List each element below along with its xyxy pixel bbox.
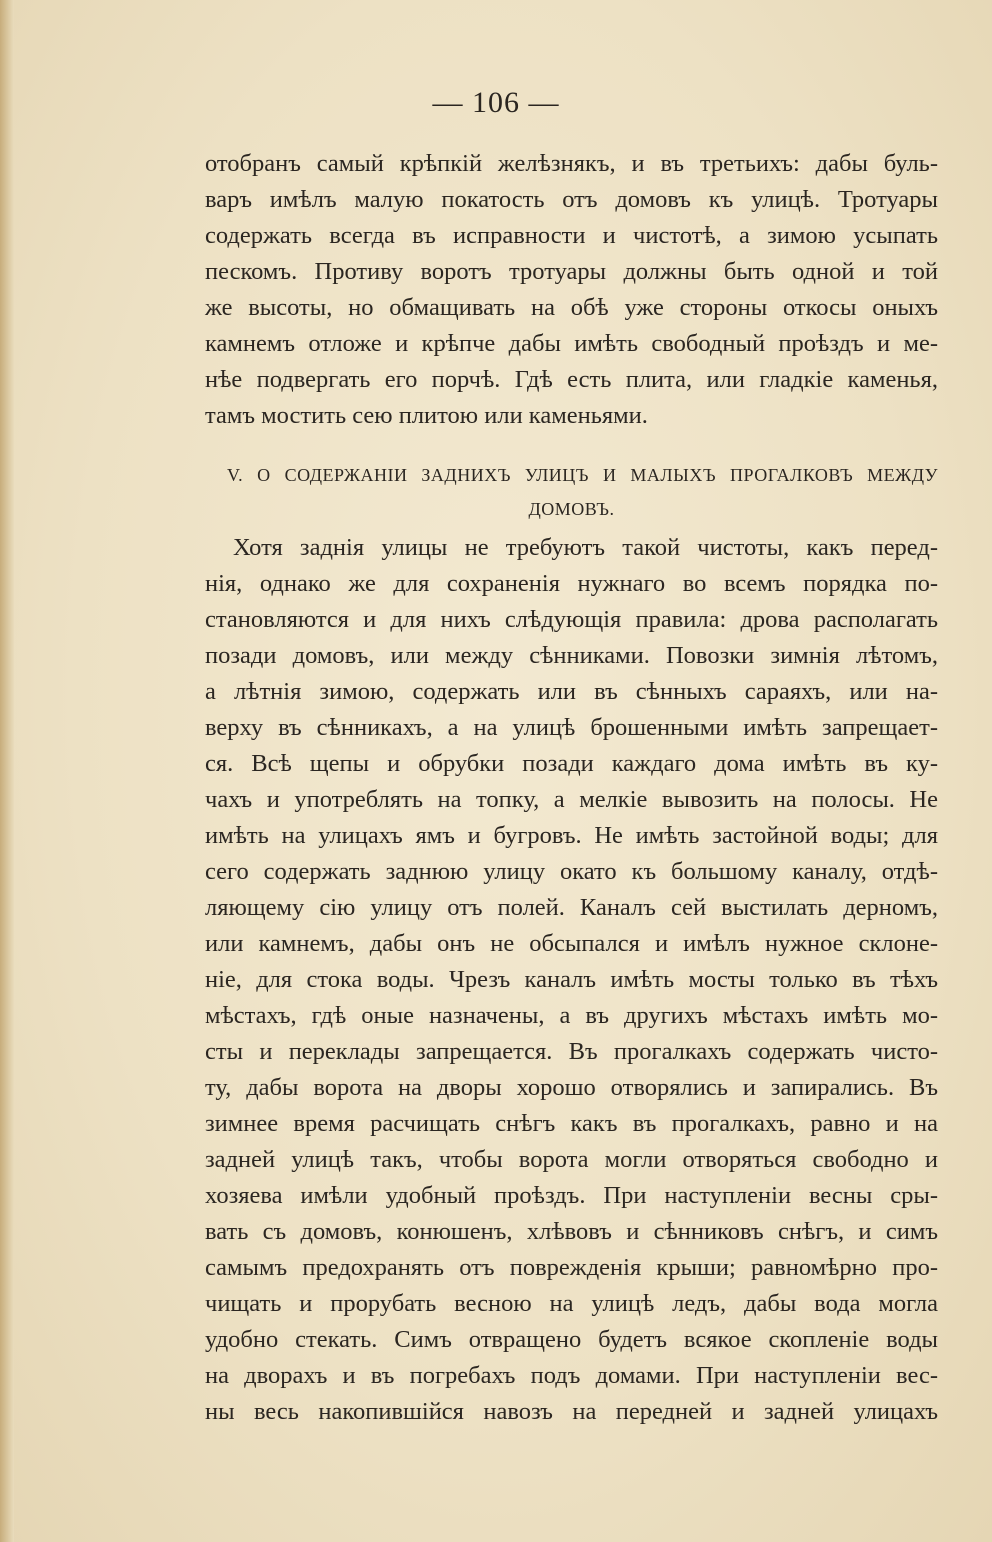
text-line: задней улицѣ такъ, чтобы ворота могли отворяться свободно и [205, 1146, 938, 1173]
text-line: мѣстахъ, гдѣ оные назначены, а въ другихъ мѣстахъ имѣть мо- [205, 1002, 938, 1029]
text-line: камнемъ отложе и крѣпче дабы имѣть свободный проѣздъ и ме- [205, 330, 938, 357]
text-line: вать съ домовъ, конюшенъ, хлѣвовъ и сѣнниковъ снѣгъ, и симъ [205, 1218, 938, 1245]
text-line: пескомъ. Противу воротъ тротуары должны быть одной и той [205, 258, 938, 285]
text-line: позади домовъ, или между сѣнниками. Повозки зимнія лѣтомъ, [205, 642, 938, 669]
text-line: имѣть на улицахъ ямъ и бугровъ. Не имѣть застойной воды; для [205, 822, 938, 849]
text-line: на дворахъ и въ погребахъ подъ домами. При наступленіи вес- [205, 1362, 938, 1389]
text-line: сты и переклады запрещается. Въ прогалкахъ содержать чисто- [205, 1038, 938, 1065]
text-line: становляются и для нихъ слѣдующія правила: дрова располагать [205, 606, 938, 633]
text-line: варъ имѣлъ малую покатость отъ домовъ къ улицѣ. Тротуары [205, 186, 938, 213]
paragraph-1 [205, 146, 938, 434]
text-line: отобранъ самый крѣпкій желѣзнякъ, и въ третьихъ: дабы буль- [205, 150, 938, 177]
paragraph-2 [205, 530, 938, 1430]
text-line: ся. Всѣ щепы и обрубки позади каждаго дома имѣть въ ку- [205, 750, 938, 777]
section-heading [205, 458, 938, 526]
text-line: чахъ и употреблять на топку, а мелкіе вывозить на полосы. Не [205, 786, 938, 813]
text-line: же высоты, но обмащивать на обѣ уже стороны откосы оныхъ [205, 294, 938, 321]
text-line: содержать всегда въ исправности и чистотѣ, а зимою усыпать [205, 222, 938, 249]
heading-line-1: V. О СОДЕРЖАНІИ ЗАДНИХЪ УЛИЦЪ И МАЛЫХЪ ПРОГАЛКОВЪ МЕЖДУ [227, 465, 938, 485]
text-line: нія, однако же для сохраненія нужнаго во всемъ порядка по- [205, 570, 938, 597]
text-line: ту, дабы ворота на дворы хорошо отворялись и запирались. Въ [205, 1074, 938, 1101]
text-line: нѣе подвергать его порчѣ. Гдѣ есть плита, или гладкіе каменья, [205, 366, 938, 393]
page-edge-shadow [0, 0, 14, 1542]
text-line: сего содержать заднюю улицу окато къ большому каналу, отдѣ- [205, 858, 938, 885]
text-line: или камнемъ, дабы онъ не обсыпался и имѣлъ нужное склоне- [205, 930, 938, 957]
text-line: зимнее время расчищать снѣгъ какъ въ прогалкахъ, равно и на [205, 1110, 938, 1137]
heading-line-2: ДОМОВЪ. [528, 499, 615, 519]
text-line: хозяева имѣли удобный проѣздъ. При наступленіи весны сры- [205, 1182, 938, 1209]
text-line: ны весь накопившійся навозъ на передней и задней улицахъ [205, 1398, 938, 1425]
text-line: самымъ предохранять отъ поврежденія крыши; равномѣрно про- [205, 1254, 938, 1281]
text-line: верху въ сѣнникахъ, а на улицѣ брошенными имѣть запрещает- [205, 714, 938, 741]
text-line: тамъ мостить сею плитою или каменьями. [205, 402, 648, 429]
text-line: а лѣтнія зимою, содержать или въ сѣнныхъ сараяхъ, или на- [205, 678, 938, 705]
text-line: Хотя заднія улицы не требуютъ такой чистоты, какъ перед- [233, 534, 938, 561]
page-number: — 106 — [432, 86, 560, 119]
text-line: удобно стекать. Симъ отвращено будетъ всякое скопленіе воды [205, 1326, 938, 1353]
text-line: чищать и прорубать весною на улицѣ ледъ, дабы вода могла [205, 1290, 938, 1317]
text-line: ніе, для стока воды. Чрезъ каналъ имѣть мосты только въ тѣхъ [205, 966, 938, 993]
text-line: ляющему сію улицу отъ полей. Каналъ сей выстилать дерномъ, [205, 894, 938, 921]
